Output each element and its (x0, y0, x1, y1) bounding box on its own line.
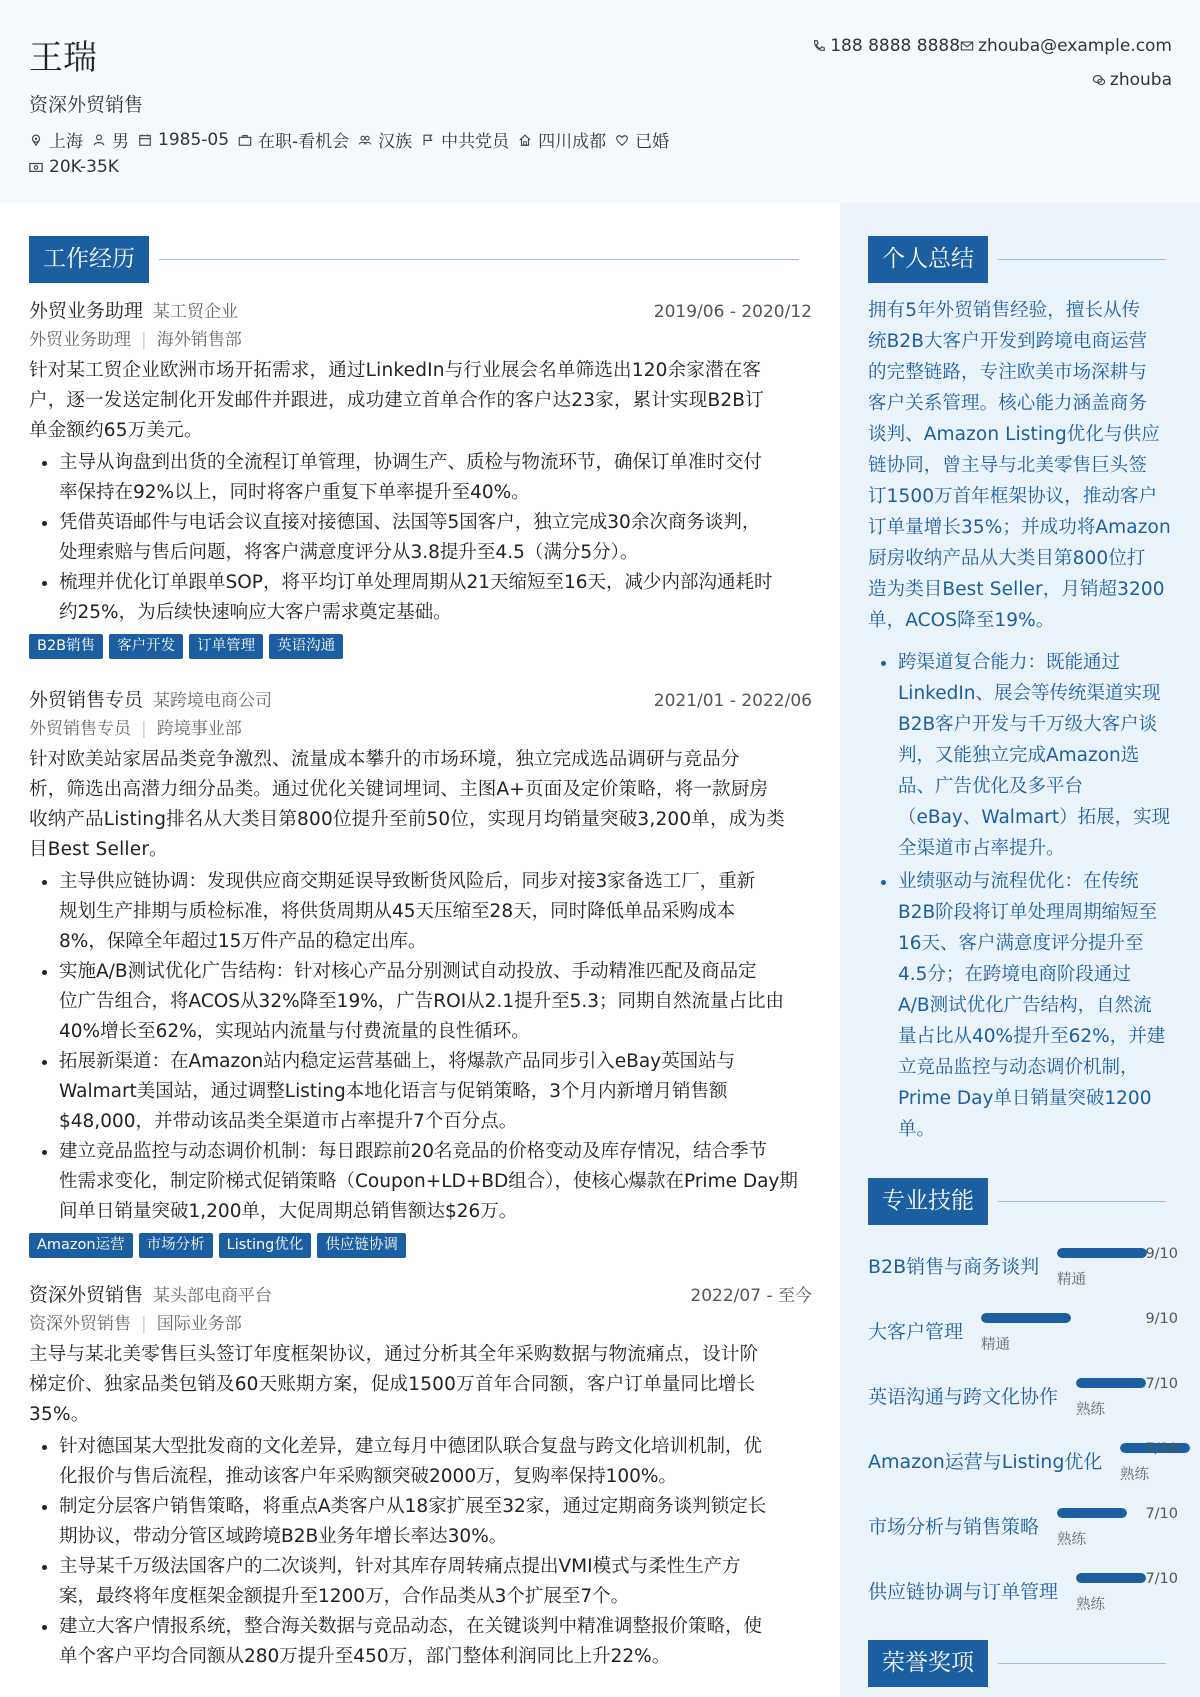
skill-tags (29, 634, 812, 659)
skill-bar-fill (981, 1313, 1071, 1323)
work-section-header (29, 236, 799, 283)
job-department: 国际业务部 (156, 1314, 242, 1334)
bullet-item: • 主导从询盘到出货的全流程订单管理，协调生产、质检与物流环节，确保订单准时交付 率保持在92%以上，同时将客户重复下单率提升至40%。 (59, 448, 812, 508)
info-item (238, 127, 349, 152)
job-entry (29, 685, 812, 1258)
skill-tag: Listing优化 (219, 1233, 312, 1258)
summary-bullet: • 业绩驱动与流程优化：在传统 B2B阶段将订单处理周期缩短至 16天、客户满意度评分提升至 4.5分；在跨境电商阶段通过 A/B测试优化广告结构，自然流 量占比从40%提升至62%，并建 立竞品监控与动态调价机制， Prime Day单日销量突破1200 单。 (898, 866, 1178, 1145)
wechat-text[interactable]: zhouba (1109, 70, 1172, 90)
skill-tag: Amazon运营 (29, 1233, 133, 1258)
info-text: 四川成都 (538, 132, 607, 152)
awards-section-title: 荣誉奖项 (868, 1640, 988, 1687)
skill-tag: 订单管理 (189, 634, 263, 659)
skill-tag: B2B销售 (29, 634, 103, 659)
email-text[interactable]: zhouba@example.com (978, 36, 1172, 56)
job-header-row (29, 685, 812, 713)
awards-section-header (868, 1640, 1166, 1687)
job-position: 外贸销售专员 (29, 719, 131, 739)
person-icon (92, 133, 106, 147)
salary-item (29, 157, 119, 177)
skill-bar-fill (1076, 1573, 1146, 1583)
info-item (138, 130, 229, 150)
skill-level: 熟练 (1076, 1402, 1105, 1418)
skill-tag: 英语沟通 (269, 634, 343, 659)
job-company: 某头部电商平台 (153, 1286, 273, 1306)
skill-name: B2B销售与商务谈判 (868, 1256, 1040, 1278)
job-position: 资深外贸销售 (29, 1314, 131, 1334)
bullet-item: • 主导某千万级法国客户的二次谈判，针对其库存周转痛点提出VMI模式与柔性生产方 案，最终将年度框架金额提升至1200万，合作品类从3个扩展至7个。 (59, 1552, 812, 1612)
info-item (518, 127, 606, 152)
info-text: 已婚 (635, 132, 670, 152)
job-subtitle (29, 324, 812, 356)
resume-header (0, 0, 1200, 203)
info-item (92, 127, 129, 152)
salary-row (29, 157, 128, 177)
skill-item (868, 1242, 1178, 1302)
skill-score: 7/10 (1145, 1376, 1178, 1392)
job-subtitle (29, 713, 812, 745)
job-company: 某工贸企业 (153, 302, 239, 322)
section-divider (998, 1663, 1166, 1664)
info-text: 1985-05 (158, 129, 230, 150)
info-item (615, 127, 669, 152)
job-subtitle (29, 1308, 812, 1340)
skill-score: 7/10 (1145, 1506, 1178, 1522)
contact-row (812, 36, 1172, 56)
section-divider (998, 259, 1166, 260)
summary-paragraph: 拥有5年外贸销售经验，擅长从传 统B2B大客户开发到跨境电商运营 的完整链路，专注欧美市场深耕与 客户关系管理。核心能力涵盖商务 谈判、Amazon Listing优化与供应 链协同，曾主导与北美零售巨头签 订1500万首年框架协议，推动客户 订单量增长35%；并成功将Amazon 厨房收纳产品从大类目第800位打 造为类目Best Seller，月销超3200 单，ACOS降至19%。 (868, 300, 1171, 631)
bullet-item: • 凭借英语邮件与电话会议直接对接德国、法国等5国客户，独立完成30余次商务谈判， 处理索赔与售后问题，将客户满意度评分从3.8提升至4.5（满分5分）。 (59, 508, 812, 568)
people-icon (358, 133, 372, 147)
info-item (421, 127, 509, 152)
bullet-item: • 建立竞品监控与动态调价机制：每日跟踪前20名竞品的价格变动及库存情况，结合季节 性需求变化，制定阶梯式促销策略（Coupon+LD+BD组合），使核心爆款在Prime Day期 间单日销量突破1,200单，大促周期总销售额达$26万。 (59, 1137, 812, 1227)
candidate-title: 资深外贸销售 (29, 94, 144, 116)
job-bullets (29, 1432, 812, 1672)
skill-bar (981, 1313, 1071, 1323)
job-title: 资深外贸销售 (29, 1284, 144, 1306)
job-company: 某跨境电商公司 (153, 691, 273, 711)
skill-tag: 客户开发 (109, 634, 183, 659)
job-department: 海外销售部 (156, 330, 242, 350)
job-title-group (29, 296, 238, 323)
wechat-icon (1092, 73, 1106, 87)
skill-score: 9/10 (1145, 1246, 1178, 1262)
bullet-item: • 主导供应链协调：发现供应商交期延误导致断货风险后，同步对接3家备选工厂，重新 规划生产排期与质检标准，将供货周期从45天压缩至28天，同时降低单品采购成本 8%，保障全年超过15万件产品的稳定出库。 (59, 867, 812, 957)
summary-section-title: 个人总结 (868, 236, 988, 283)
skill-item (868, 1437, 1178, 1497)
job-title-group (29, 685, 272, 712)
location-icon (29, 133, 43, 147)
job-entry (29, 1280, 812, 1672)
job-date: 2019/06 - 2020/12 (653, 302, 812, 322)
salary-text: 20K-35K (49, 157, 119, 177)
job-title-group (29, 1280, 272, 1307)
skill-bar (1057, 1508, 1127, 1518)
job-bullets (29, 867, 812, 1227)
job-description: 针对某工贸企业欧洲市场开拓需求，通过LinkedIn与行业展会名单筛选出120余家潜在客 户，逐一发送定制化开发邮件并跟进，成功建立首单合作的客户达23家，累计实现B2B订 单金额约65万美元。 (29, 360, 764, 441)
work-section-title: 工作经历 (29, 236, 149, 283)
skill-name: 供应链协调与订单管理 (868, 1581, 1059, 1603)
job-header-row (29, 1280, 812, 1308)
skill-tags (29, 1233, 812, 1258)
skill-bar (1076, 1378, 1146, 1388)
skill-item (868, 1567, 1178, 1627)
info-item (29, 127, 83, 152)
info-text: 上海 (49, 132, 83, 152)
skill-score: 7/10 (1145, 1571, 1178, 1587)
skill-name: 市场分析与销售策略 (868, 1516, 1040, 1538)
skill-bar-fill (1076, 1378, 1146, 1388)
section-divider (998, 1201, 1166, 1202)
skill-item (868, 1307, 1178, 1367)
bullet-item: • 制定分层客户销售策略，将重点A类客户从18家扩展至32家，通过定期商务谈判锁定长 期协议，带动分管区域跨境B2B业务年增长率达30%。 (59, 1492, 812, 1552)
separator: | (141, 330, 147, 350)
personal-info-row (29, 127, 678, 152)
wechat-row (1092, 70, 1172, 90)
skill-item (868, 1372, 1178, 1432)
skill-level: 精通 (981, 1337, 1010, 1353)
money-icon (29, 160, 43, 174)
summary-bullet: • 跨渠道复合能力：既能通过 LinkedIn、展会等传统渠道实现 B2B客户开发与千万级大客户谈 判，又能独立完成Amazon选 品、广告优化及多平台 （eBay、Walmart）拓展，实现 全渠道市占率提升。 (898, 647, 1178, 864)
skill-bar (1057, 1248, 1147, 1258)
job-bullets (29, 448, 812, 628)
bullet-item: • 拓展新渠道：在Amazon站内稳定运营基础上，将爆款产品同步引入eBay英国站与 Walmart美国站，通过调整Listing本地化语言与促销策略，3个月内新增月销售额 $48,000，并带动该品类全渠道市占率提升7个百分点。 (59, 1047, 812, 1137)
job-date: 2021/01 - 2022/06 (653, 691, 812, 711)
skill-level: 熟练 (1076, 1597, 1105, 1613)
info-item (358, 127, 412, 152)
info-text: 中共党员 (441, 132, 510, 152)
skill-item (868, 1502, 1178, 1562)
separator: | (141, 1314, 147, 1334)
mail-icon (960, 39, 974, 53)
job-description: 主导与某北美零售巨头签订年度框架协议，通过分析其全年采购数据与物流痛点，设计阶 梯定价、独家品类包销及60天账期方案，促成1500万首年合同额，客户订单量同比增长 35%。 (29, 1344, 759, 1425)
section-divider (159, 259, 799, 260)
separator: | (141, 719, 147, 739)
skill-bar-fill (1057, 1248, 1147, 1258)
skill-tag: 市场分析 (139, 1233, 213, 1258)
job-title: 外贸销售专员 (29, 689, 144, 711)
flag-icon (421, 133, 435, 147)
job-description: 针对欧美站家居品类竞争激烈、流量成本攀升的市场环境，独立完成选品调研与竞品分 析，筛选出高潜力细分品类。通过优化关键词埋词、主图A+页面及定价策略，将一款厨房 收纳产品Listing排名从大类目第800位提升至前50位，实现月均销量突破3,200单，成为类 目Best Seller。 (29, 749, 785, 860)
summary-bullets (868, 647, 1178, 1147)
bullet-item: • 梳理并优化订单跟单SOP，将平均订单处理周期从21天缩短至16天，减少内部沟通耗时 约25%，为后续快速响应大客户需求奠定基础。 (59, 568, 812, 628)
skill-tag: 供应链协调 (317, 1233, 406, 1258)
skill-name: Amazon运营与Listing优化 (868, 1451, 1103, 1473)
skill-bar (1076, 1573, 1146, 1583)
bullet-item: • 建立大客户情报系统，整合海关数据与竞品动态，在关键谈判中精准调整报价策略，使 单个客户平均合同额从280万提升至450万，部门整体利润同比上升22%。 (59, 1612, 812, 1672)
skills-section-title: 专业技能 (868, 1178, 988, 1225)
job-department: 跨境事业部 (156, 719, 242, 739)
briefcase-icon (238, 133, 252, 147)
phone-icon (812, 39, 826, 53)
summary-section-header (868, 236, 1166, 283)
info-text: 在职-看机会 (258, 132, 350, 152)
calendar-icon (138, 133, 152, 147)
skill-name: 大客户管理 (868, 1321, 964, 1343)
skill-score: 9/10 (1145, 1311, 1178, 1327)
skill-name: 英语沟通与跨文化协作 (868, 1386, 1059, 1408)
info-text: 男 (112, 132, 129, 152)
home-icon (518, 133, 532, 147)
skill-level: 熟练 (1057, 1532, 1086, 1548)
job-position: 外贸业务助理 (29, 330, 131, 350)
job-header-row (29, 296, 812, 324)
bullet-item: • 实施A/B测试优化广告结构：针对核心产品分别测试自动投放、手动精准匹配及商品定 位广告组合，将ACOS从32%降至19%，广告ROI从2.1提升至5.3；同期自然流量占比由 40%增长至62%，实现站内流量与付费流量的良性循环。 (59, 957, 812, 1047)
job-date: 2022/07 - 至今 (690, 1286, 812, 1306)
skill-level: 熟练 (1120, 1467, 1149, 1483)
skill-level: 精通 (1057, 1272, 1086, 1288)
bullet-item: • 针对德国某大型批发商的文化差异，建立每月中德团队联合复盘与跨文化培训机制，优 化报价与售后流程，推动该客户年采购额突破2000万，复购率保持100%。 (59, 1432, 812, 1492)
job-entry (29, 296, 812, 659)
job-title: 外贸业务助理 (29, 300, 144, 322)
phone-text[interactable]: 188 8888 8888 (830, 36, 961, 56)
skill-score: 7/10 (1145, 1441, 1178, 1457)
skills-section-header (868, 1178, 1166, 1225)
heart-icon (615, 133, 629, 147)
info-text: 汉族 (378, 132, 413, 152)
skill-bar-fill (1057, 1508, 1127, 1518)
candidate-name: 王瑞 (29, 38, 97, 78)
